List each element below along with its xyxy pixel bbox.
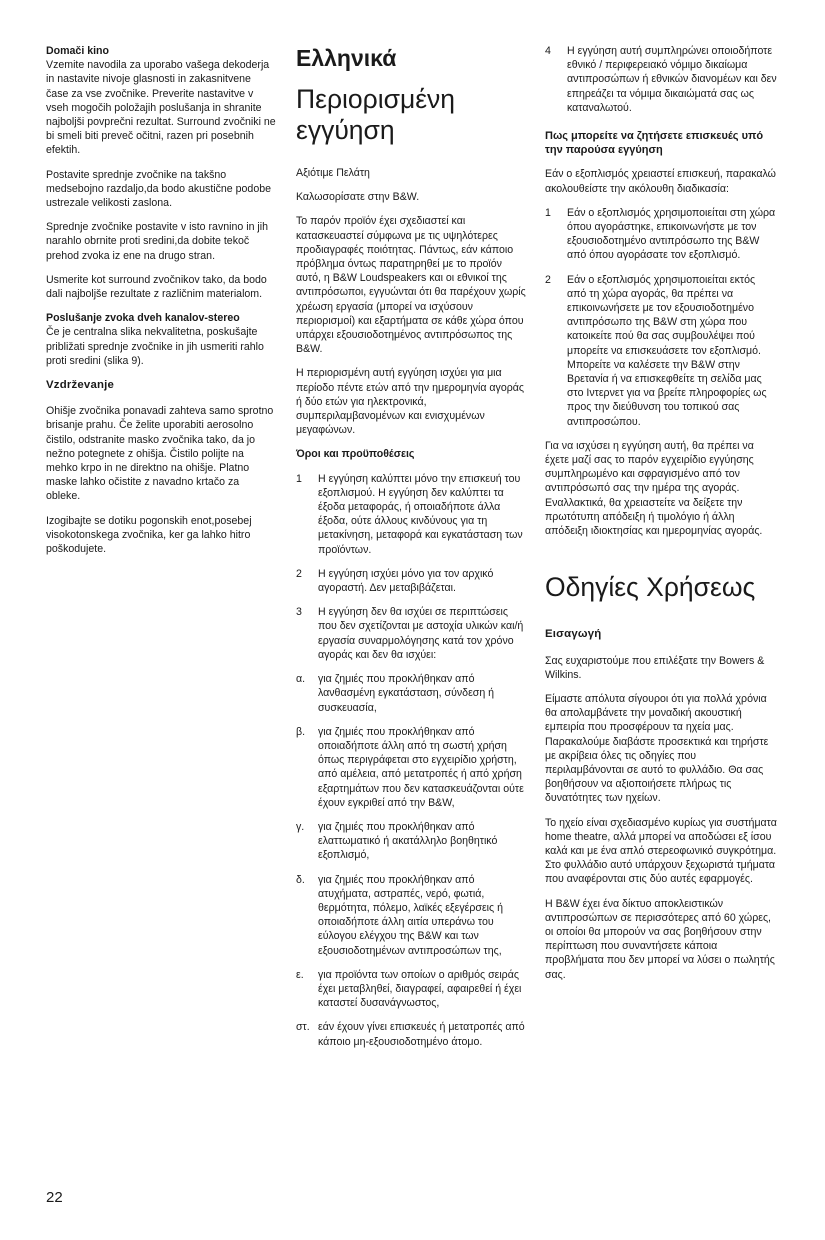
paragraph-claim-intro: Εάν ο εξοπλισμός χρειαστεί επισκευή, παρακαλώ ακολουθείστε την ακόλουθη διαδικασία: — [545, 168, 776, 195]
list-item — [296, 820, 526, 863]
list-number: 4 — [545, 45, 551, 57]
paragraph-warranty-period: Η περιορισμένη αυτή εγγύηση ισχύει για μια περίοδο πέντε ετών από την ημερομηνία αγοράς ή δύο ετών για ηλεκτρονικά, συμπεριλαμβανομένων και ενισχυμένων μεγαφώνων. — [296, 367, 524, 437]
list-text: Η εγγύηση δεν θα ισχύει σε περιπτώσεις που δεν σχετίζονται με αστοχία υλικών και/ή εργασία συναρμολόγησης κατά τον χρόνο αγοράς και δεν θα ισχύει: — [318, 606, 524, 661]
list-number: γ. — [296, 820, 305, 833]
greeting: Αξιότιμε Πελάτη — [296, 167, 370, 179]
paragraph-warranty-intro: Το παρόν προϊόν έχει σχεδιαστεί και κατασκευαστεί σύμφωνα με τις υψηλότερες προδιαγραφές ποιότητας. Πάντως, εάν κάποιο πρόβλημα όντως παρατηρηθεί με το προϊόν αυτό, η B&W Loudspeakers και οι εθνικοί της αντιπρόσωποι, εγγυώνται ότι θα παρέχουν χωρίς χρέωση εργασία (μπορεί να ισχύσουν περιορισμοί) και εξαρτήματα σε κάθε χώρα όπου υπάρχει εξουσιοδοτημένος αντιπρόσωπος της B&W. — [296, 215, 526, 356]
list-item — [545, 44, 777, 115]
slovenian-column — [46, 44, 276, 566]
introduction-heading: Εισαγωγή — [545, 628, 602, 641]
greek-instructions-column — [545, 44, 777, 992]
maintenance-heading: Vzdrževanje — [46, 379, 115, 392]
list-number: στ. — [296, 1021, 310, 1034]
paragraph-distributors: Η B&W έχει ένα δίκτυο αποκλειστικών αντιπροσώπων σε περισσότερες από 60 χώρες, οι οποίοι θα μπορούν να σας βοηθήσουν στην περίπτωση που συναντήσετε κάποια προβλήματα που δεν μπορεί να λύσει ο πωλητής σας. — [545, 897, 775, 981]
list-item — [296, 725, 526, 810]
list-item — [545, 273, 777, 429]
list-text: Εάν ο εξοπλισμός χρησιμοποιείται εκτός από τη χώρα αγοράς, θα πρέπει να επικοινωνήσετε με τον εξουσιοδοτημένο αντιπρόσωπο της B&W στη χώρα που κατοικείτε πού θα σας συμβουλέψει πού μπορείτε να επισκευάσετε τον εξοπλισμό. Μπορείτε να καλέσετε την B&W στην Βρετανία ή να επισκεφθείτε τη σελίδα μας στο Ιντερνετ για να βρείτε πληροφορίες ως προς την διεύθυνση του τοπικού σας αντιπροσώπου. — [567, 273, 767, 428]
list-item — [545, 206, 777, 263]
list-number: 2 — [296, 567, 302, 580]
list-item — [296, 567, 526, 595]
paragraph-maintenance: Ohišje zvočnika ponavadi zahteva samo sprotno brisanje prahu. Če želite uporabiti aerosolno čistilo, odstranite masko zvočnika tako, da jo nežno potegnete z ohišja. Čistilo polijte na mehko krpo in ne direktno na ohišje. Platno maske lahko očistite z navadno krtačo za obleke. — [46, 405, 274, 503]
list-item — [296, 605, 526, 662]
list-text: Εάν ο εξοπλισμός χρησιμοποιείται στη χώρα όπου αγοράστηκε, επικοινωνήστε με τον εξουσιοδοτημένο αντιπρόσωπο της B&W από όπου αγοράσατε τον εξοπλισμό. — [567, 206, 776, 262]
list-number: β. — [296, 725, 306, 738]
terms-list — [296, 472, 526, 1049]
list-item — [296, 968, 526, 1011]
stereo-text: Če je centralna slika nekvalitetna, poskušajte približati sprednje zvočnike in jih usmeriti rahlo proti sredini (slika 9). — [46, 326, 264, 367]
list-number: 2 — [545, 273, 551, 286]
home-theatre-heading: Domači kino — [46, 45, 109, 57]
stereo-heading: Poslušanje zvoka dveh kanalov-stereo — [46, 312, 240, 325]
language-heading: Ελληνικά — [296, 45, 397, 71]
list-item — [296, 1020, 526, 1048]
list-number: 1 — [545, 206, 551, 219]
list-item — [296, 672, 526, 715]
list-text: για ζημιές που προκλήθηκαν από οποιαδήποτε άλλη από τη σωστή χρήση όπως περιγράφεται στο εγχειρίδιο χρήστη, από αμέλεια, από μετατροπές ή από χρήση εξαρτημάτων που δεν κατασκευάζονται ούτε έχουν εγκριθεί από την B&W, — [318, 725, 524, 809]
list-text: Η εγγύηση ισχύει μόνο για τον αρχικό αγοραστή. Δεν μεταβιβάζεται. — [318, 567, 494, 595]
list-item — [296, 873, 526, 958]
list-item — [296, 472, 526, 557]
list-text: για ζημιές που προκλήθηκαν από ατυχήματα, αστραπές, νερό, φωτιά, θερμότητα, πόλεμο, λαϊκές εξεγέρσεις ή οποιαδήποτε άλλη αιτία υπεράνω του εύλογου ελέγχου της B&W και των εξουσιοδοτημένων αντιπροσώπων της, — [318, 873, 503, 957]
paragraph-front-plane: Sprednje zvočnike postavite v isto ravnino in jih narahlo obrnite proti sredini,da dobite tekoč prehod zvoka iz ene na drugo stran. — [46, 221, 268, 262]
list-number: δ. — [296, 873, 305, 886]
paragraph-drive-units: Izogibajte se dotiku pogonskih enot,posebej visokotonskega zvočnika, ker ga lahko hitro poškodujete. — [46, 514, 252, 556]
list-text: Η εγγύηση καλύπτει μόνο την επισκευή του εξοπλισμού. Η εγγύηση δεν καλύπτει τα έξοδα μεταφοράς, ή οποιαδήποτε άλλα έξοδα, ούτε άλλους κινδύνους για τη μετακίνηση, μεταφορά και εγκατάσταση των προϊόντων. — [318, 472, 523, 556]
claim-heading: Πως μπορείτε να ζητήσετε επισκευές υπό την παρούσα εγγύηση — [545, 130, 764, 157]
instructions-title: Οδηγίες Χρήσεως — [545, 572, 756, 603]
list-text: για ζημιές που προκλήθηκαν από λανθασμένη εγκατάσταση, σύνδεση ή συσκευασία, — [318, 673, 495, 714]
paragraph-home-theatre — [46, 44, 276, 158]
list-text: για προϊόντα των οποίων ο αριθμός σειράς έχει μεταβληθεί, διαγραφεί, αφαιρεθεί ή έχει καταστεί δυσανάγνωστος, — [318, 968, 522, 1010]
list-text: για ζημιές που προκλήθηκαν από ελαττωματικό ή ακατάλληλο βοηθητικό εξοπλισμό, — [318, 820, 498, 862]
list-number: 1 — [296, 472, 302, 485]
paragraph-claim-validity: Για να ισχύσει η εγγύηση αυτή, θα πρέπει να έχετε μαζί σας το παρόν εγχειρίδιο εγγύησης συμπληρωμένο και σφραγισμένο από τον αντιπρόσωπό σας την ημέρα της αγοράς. Εναλλακτικά, θα χρειαστείτε να δείξετε την πρωτότυπη απόδειξη ή τιμολόγιο ή άλλη απόδειξη ιδιοκτησίας και ημερομηνίας αγοράς. — [545, 439, 763, 538]
greek-warranty-column — [296, 44, 526, 1059]
paragraph-home-theatre-design: Το ηχείο είναι σχεδιασμένο κυρίως για συστήματα home theatre, αλλά μπορεί να αποδώσει εξ ίσου καλά και με ένα απλό στερεοφωνικό συγκρότημα. Στο φυλλάδιο αυτό υπάρχουν ξεχωριστά τμήματα που αναφέρονται στις δύο αυτές εφαρμογές. — [545, 816, 777, 886]
terms-heading: Όροι και προϋποθέσεις — [296, 448, 415, 461]
paragraph-experience: Είμαστε απόλυτα σίγουροι ότι για πολλά χρόνια θα απολαμβάνετε την μοναδική ακουστική εμπειρία που προσφέρουν τα ηχεία μας. Παρακαλούμε διαβάστε προσεκτικά και τηρήστε με ακρίβεια όλες τις οδηγίες που περιλαμβάνονται σε αυτό το φυλλάδιο. Θα σας βοηθήσουν να αξιοποιήσετε πλήρως τις δυνατότητες των ηχείων. — [545, 692, 769, 805]
paragraph-stereo — [46, 311, 276, 368]
list-number: ε. — [296, 968, 304, 981]
paragraph-thanks: Σας ευχαριστούμε που επιλέξατε την Bowers & Wilkins. — [545, 654, 765, 681]
welcome: Καλωσορίσατε στην B&W. — [296, 191, 420, 204]
home-theatre-text: Vzemite navodila za uporabo vašega dekoderja in nastavite nivoje glasnosti in zakasnitvene čase za vse zvočnike. Preverite nastavitve v vseh mogočih položajih poslušanja in shranite najboljši povprečni rezultat. Surround zvočniki ne bi smeli biti preveč očitni, razen pri posebnih efektih. — [46, 59, 276, 157]
list-number: 3 — [296, 606, 302, 619]
paragraph-surround-angle: Usmerite kot surround zvočnikov tako, da bodo dali najboljše rezultate z različnim materialom. — [46, 273, 267, 301]
list-number: α. — [296, 673, 306, 686]
page-number: 22 — [46, 1189, 63, 1206]
list-text: εάν έχουν γίνει επισκευές ή μετατροπές από κάποιο μη-εξουσιοδοτημένο άτομο. — [318, 1021, 525, 1048]
warranty-title: Περιορισμένη εγγύηση — [296, 84, 456, 145]
paragraph-front-speakers: Postavite sprednje zvočnike na takšno medsebojno razdaljo,da bodo akustične podobe ustrezale velikosti zaslona. — [46, 168, 271, 210]
list-text: Η εγγύηση αυτή συμπληρώνει οποιοδήποτε εθνικό / περιφερειακό νόμιμο δικαίωμα αντιπροσώπων ή εθνικών διανομέων και δεν επηρεάζει τα νόμιμα δικαιώματά σας ως καταναλωτού. — [567, 45, 777, 114]
